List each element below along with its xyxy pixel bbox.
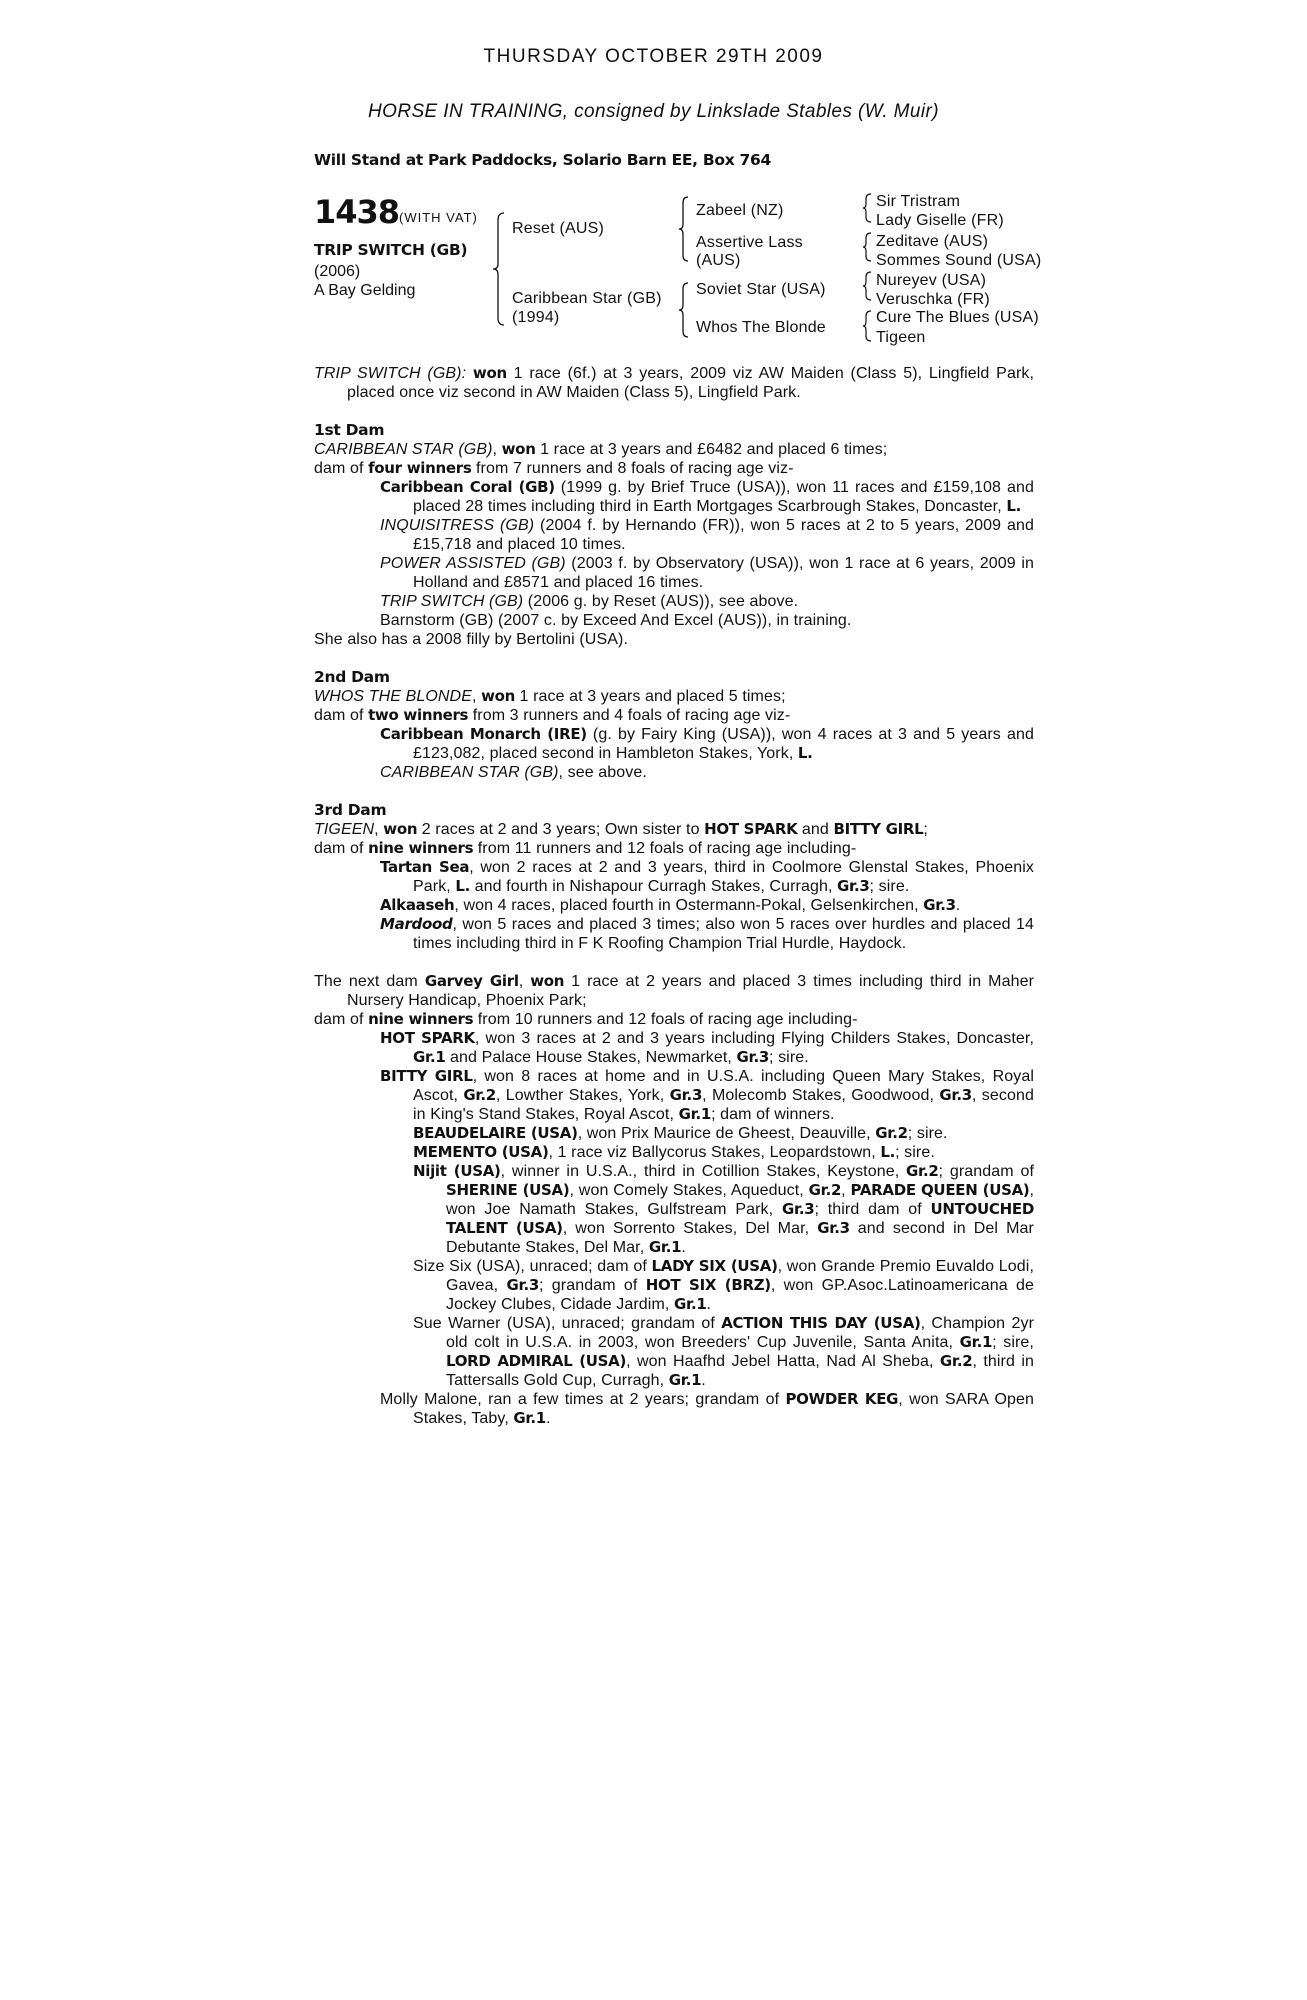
race-record-horse: TRIP SWITCH (GB) xyxy=(314,365,462,382)
produce-entry: Barnstorm (GB) (2007 c. by Exceed And Excel (AUS)), in training. xyxy=(380,612,852,629)
pedigree-dam-sire: Soviet Star (USA) xyxy=(696,281,826,298)
first-dam-produce-line: dam of four winners from 7 runners and 8 foals of racing age viz- xyxy=(314,459,794,477)
produce-entry: TRIP SWITCH (GB) (2006 g. by Reset (AUS)), see above. xyxy=(380,593,799,610)
stand-location: Will Stand at Park Paddocks, Solario Barn EE, Box 764 xyxy=(314,151,771,169)
pedigree-sire-sire: Zabeel (NZ) xyxy=(696,202,784,219)
next-dam-produce-line: dam of nine winners from 10 runners and 12 foals of racing age including- xyxy=(314,1010,858,1028)
pedigree-gg-7: Cure The Blues (USA) xyxy=(876,309,1039,326)
produce-entry: Caribbean Coral (GB) (1999 g. by Brief Truce (USA)), won 11 races and £159,108 and placed 28 times including third in Earth Mortgages Scarbrough Stakes, Doncaster, L. xyxy=(380,478,1034,515)
produce-entry: Mardood, won 5 races and placed 3 times; also won 5 races over hurdles and placed 14 times including third in F K Roofing Champion Trial Hurdle, Haydock. xyxy=(380,915,1034,952)
catalogue-body xyxy=(314,364,1034,1428)
produce-entry: Caribbean Monarch (IRE) (g. by Fairy King (USA)), won 4 races at 3 and 5 years and £123,082, placed second in Hambleton Stakes, York, L. xyxy=(380,725,1034,762)
third-dam-line: TIGEEN, won 2 races at 2 and 3 years; Own sister to HOT SPARK and BITTY GIRL; xyxy=(314,820,928,838)
pedigree-gg-1: Sir Tristram xyxy=(876,193,961,210)
produce-entry: Nijit (USA), winner in U.S.A., third in Cotillion Stakes, Keystone, Gr.2; grandam of SHERINE (USA), won Comely Stakes, Aqueduct, Gr.2, PARADE QUEEN (USA), won Joe Namath Stakes, Gulfstream Park, Gr.3; third dam of UNTOUCHED TALENT (USA), won Sorrento Stakes, Del Mar, Gr.3 and second in Del Mar Debutante Stakes, Del Mar, Gr.1. xyxy=(413,1162,1035,1256)
produce-entry: Tartan Sea, won 2 races at 2 and 3 years, third in Coolmore Glenstal Stakes, Phoenix Park, L. and fourth in Nishapour Curragh Stakes, Curragh, Gr.3; sire. xyxy=(380,858,1034,895)
pedigree-gg-2: Lady Giselle (FR) xyxy=(876,212,1004,229)
lot-number: 1438 xyxy=(314,193,400,231)
produce-entry: Alkaaseh, won 4 races, placed fourth in Ostermann-Pokal, Gelsenkirchen, Gr.3. xyxy=(380,896,961,914)
vat-note: (WITH VAT) xyxy=(399,210,478,225)
pedigree-gg-3: Zeditave (AUS) xyxy=(876,233,989,250)
pedigree-dam-year: (1994) xyxy=(512,309,560,326)
pedigree-gg-8: Tigeen xyxy=(876,329,926,346)
produce-entry: Sue Warner (USA), unraced; grandam of ACTION THIS DAY (USA), Champion 2yr old colt in U.S.A. in 2003, won Breeders' Cup Juvenile, Santa Anita, Gr.1; sire, LORD ADMIRAL (USA), won Haafhd Jebel Hatta, Nad Al Sheba, Gr.2, third in Tattersalls Gold Cup, Curragh, Gr.1. xyxy=(413,1314,1034,1389)
foaling-year: (2006) xyxy=(314,263,361,280)
horse-name: TRIP SWITCH (GB) xyxy=(314,241,468,259)
third-dam-produce-line: dam of nine winners from 11 runners and 12 foals of racing age including- xyxy=(314,839,857,857)
produce-entry: POWER ASSISTED (GB) (2003 f. by Observatory (USA)), won 1 race at 6 years, 2009 in Holland and £8571 and placed 16 times. xyxy=(380,555,1034,591)
gg-bracket-4 xyxy=(862,310,872,342)
produce-entry: BITTY GIRL, won 8 races at home and in U.S.A. including Queen Mary Stakes, Royal Ascot, Gr.2, Lowther Stakes, York, Gr.3, Molecomb Stakes, Goodwood, Gr.3, second in King's Stand Stakes, Royal Ascot, Gr.1; dam of winners. xyxy=(380,1067,1034,1123)
pedigree-sire-dam: Assertive Lass xyxy=(696,234,803,251)
sale-date: THURSDAY OCTOBER 29TH 2009 xyxy=(483,46,824,67)
second-dam-heading: 2nd Dam xyxy=(314,668,390,686)
horse-details xyxy=(314,262,415,300)
pedigree-gg-4: Sommes Sound (USA) xyxy=(876,252,1042,269)
race-record: TRIP SWITCH (GB): won 1 race (6f.) at 3 years, 2009 viz AW Maiden (Class 5), Lingfield Park, placed once viz second in AW Maiden (Class 5), Lingfield Park. xyxy=(314,364,1035,401)
produce-entry: INQUISITRESS (GB) (2004 f. by Hernando (FR)), won 5 races at 2 to 5 years, 2009 and £15,718 and placed 10 times. xyxy=(380,517,1034,553)
pedigree-sire-dam-country: (AUS) xyxy=(696,252,741,269)
pedigree-dam: Caribbean Star (GB) xyxy=(512,290,662,307)
horse-description: A Bay Gelding xyxy=(314,282,416,299)
sire-dam-bracket xyxy=(492,212,506,326)
sire-line-bracket xyxy=(678,196,690,262)
produce-note: She also has a 2008 filly by Bertolini (USA). xyxy=(314,631,628,648)
produce-entry: CARIBBEAN STAR (GB), see above. xyxy=(380,764,647,781)
first-dam-heading: 1st Dam xyxy=(314,421,385,439)
next-dam-line: The next dam Garvey Girl, won 1 race at 2 years and placed 3 times including third in Maher Nursery Handicap, Phoenix Park; xyxy=(314,972,1035,1009)
dam-line-bracket xyxy=(678,282,690,338)
produce-entry: HOT SPARK, won 3 races at 2 and 3 years including Flying Childers Stakes, Doncaster, Gr.1 and Palace House Stakes, Newmarket, Gr.3; sire. xyxy=(380,1029,1035,1066)
pedigree-dam-dam: Whos The Blonde xyxy=(696,319,826,336)
produce-entry: MEMENTO (USA), 1 race viz Ballycorus Stakes, Leopardstown, L.; sire. xyxy=(413,1143,935,1161)
pedigree-gg-6: Veruschka (FR) xyxy=(876,291,990,308)
produce-entry: Size Six (USA), unraced; dam of LADY SIX (USA), won Grande Premio Euvaldo Lodi, Gavea, Gr.3; grandam of HOT SIX (BRZ), won GP.Asoc.Latinoamericana de Jockey Clubes, Cidade Jardim, Gr.1. xyxy=(413,1257,1034,1313)
gg-bracket-2 xyxy=(862,232,872,262)
second-dam-line: WHOS THE BLONDE, won 1 race at 3 years and placed 5 times; xyxy=(314,687,786,705)
pedigree-sire: Reset (AUS) xyxy=(512,220,604,237)
gg-bracket-1 xyxy=(862,193,872,223)
second-dam-produce-line: dam of two winners from 3 runners and 4 foals of racing age viz- xyxy=(314,706,791,724)
gg-bracket-3 xyxy=(862,271,872,301)
first-dam-line: CARIBBEAN STAR (GB), won 1 race at 3 years and £6482 and placed 6 times; xyxy=(314,440,888,458)
pedigree-gg-5: Nureyev (USA) xyxy=(876,272,987,289)
consignment-line: HORSE IN TRAINING, consigned by Linkslade Stables (W. Muir) xyxy=(368,101,939,122)
third-dam-heading: 3rd Dam xyxy=(314,801,387,819)
produce-entry: BEAUDELAIRE (USA), won Prix Maurice de Gheest, Deauville, Gr.2; sire. xyxy=(413,1124,948,1142)
produce-entry: Molly Malone, ran a few times at 2 years; grandam of POWDER KEG, won SARA Open Stakes, Taby, Gr.1. xyxy=(380,1390,1034,1427)
